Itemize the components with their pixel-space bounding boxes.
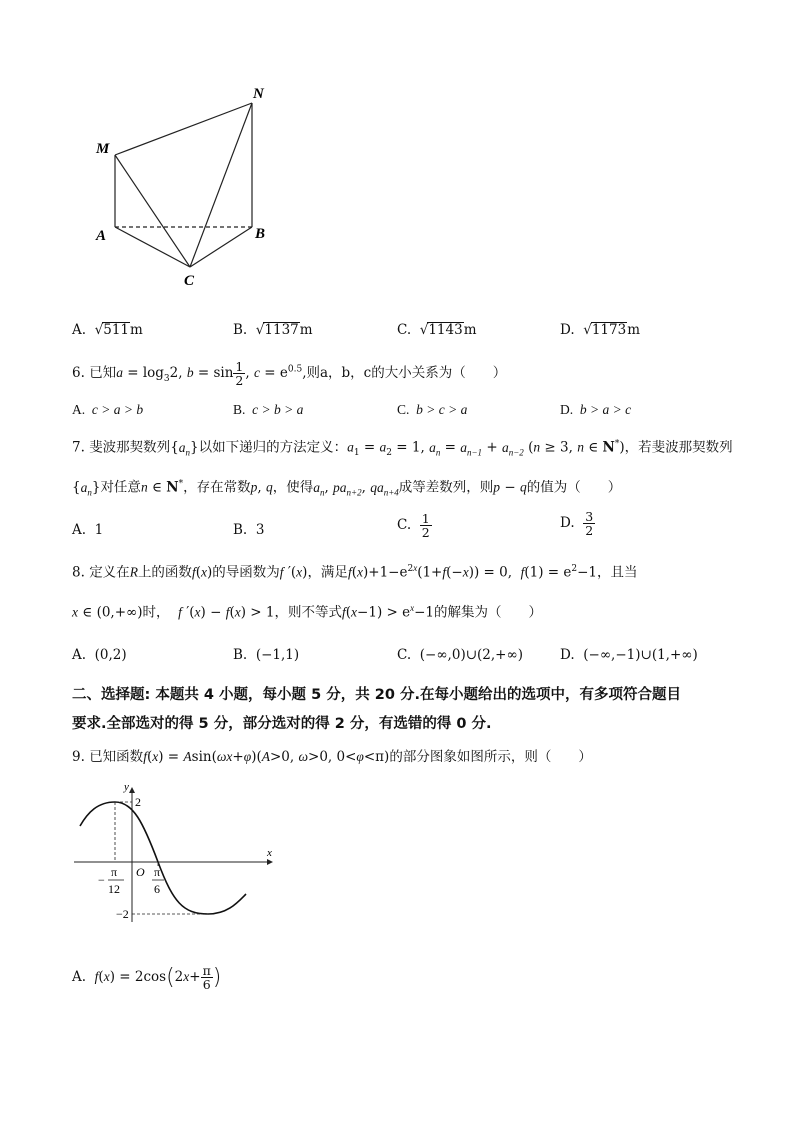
option-text: 3 [255,522,265,538]
q8-text: ，则不等式 [274,604,342,621]
q7-option-b[interactable] [233,522,264,538]
q8-text: 的导函数为 [212,564,280,581]
option-text: c > b > a [252,402,304,417]
option-letter: B. [233,402,246,417]
radicand: 1173 [591,322,627,338]
unit: m [463,322,477,338]
label-A: A [96,228,107,244]
q6-option-b[interactable] [233,402,303,418]
fraction-denominator: 2 [421,525,430,541]
radicand: 511 [103,322,130,338]
q8-text: ，满足 [307,564,348,581]
q7-stem-line1: 7. 斐波那契数列$\{a_n\}$以如下递归的方法定义：$a_1 = a_2 = 1$, $a_n = a_{n-1} + a_{n-2}$ (n ≥ 3, n ∈ N*)，若斐波那契数列 [72,439,733,459]
label-B: B [255,226,266,242]
q9-text: 的部分图象如图所示，则（ ） [389,749,592,765]
x-left-denominator: 12 [108,882,120,896]
q5-option-c[interactable]: C. √1143m [397,322,477,338]
option-letter: C. [397,402,410,417]
label-M: M [96,141,110,157]
q8-option-c[interactable] [397,647,523,663]
q7-text: 成等差数列，则 [398,479,494,496]
q6-stem: 6. 已知$a = \log_32$, b = sin $\frac{1}{2}$ , $c = e^{0.5}$,则a，b，c的大小关系为（ ） [72,359,507,389]
q6-option-d[interactable] [560,402,631,418]
question-number: 9. [72,749,85,765]
q8-option-b[interactable] [233,647,299,663]
option-text: b > c > a [416,402,468,417]
label-C: C [184,273,195,289]
label-N: N [253,86,264,102]
q8-text: 的解集为（ ） [434,604,543,621]
option-letter: D. [560,647,575,663]
section-2-line1: 二、选择题: 本题共 4 小题，每小题 5 分，共 20 分.在每小题给出的选项中，有多项符合题目 [72,687,681,703]
option-letter: A. [72,969,87,986]
y-axis-label: y [124,782,129,793]
q8-stem-line2: x ∈ (0,+∞)时， f ′(x) − f(x) > 1，则不等式$f(x-1) > e^x-1$的解集为（ ） [72,603,543,621]
option-text: b > a > c [579,402,632,417]
option-letter: D. [560,515,575,532]
x-right-denominator: 6 [154,882,160,896]
q7-text: ，使得 [272,479,314,496]
triangle-figure [80,80,280,300]
x-left-sign: − [98,873,105,887]
option-letter: A. [72,402,86,417]
option-letter: C. [397,322,412,338]
q6-lead: 已知 [89,365,117,382]
q9-stem: 9. 已知函数f(x) = Asin(ωx+φ)(A>0, ω>0, 0<φ<π)的部分图象如图所示，则（ ） [72,749,592,765]
q5-option-b[interactable]: B. √1137m [233,322,313,338]
question-number: 6. [72,365,85,382]
unit: m [627,322,640,338]
y-max-label: 2 [135,795,141,809]
q8-text: ，且当 [597,564,638,581]
q8-stem-line1: 8. 定义在R上的函数f(x)的导函数为f ′(x)，满足$f(x)+1-e^{2x}(1+f(-x)) = 0$, $f(1) = e^2-1$，且当 [72,563,638,581]
unit: m [130,322,143,338]
q8-text: 上的函数 [137,564,192,581]
q5-option-d[interactable]: D. √1173m [560,322,640,338]
option-letter: C. [397,517,412,534]
fraction-numerator: 1 [421,511,430,526]
option-text: (−∞,−1)∪(1,+∞) [583,647,698,663]
x-axis-label: x [267,847,272,859]
radicand: 1137 [264,322,299,338]
option-text: (−∞,0)∪(2,+∞) [419,647,523,663]
q7-option-d[interactable] [560,510,595,537]
fraction-numerator: 3 [585,509,594,524]
q7-text: ，存在常数 [183,479,251,496]
y-min-label: −2 [116,907,129,921]
q8-option-d[interactable] [560,647,698,663]
option-letter: B. [233,522,248,538]
q7-option-a[interactable] [72,522,103,538]
q8-option-a[interactable] [72,647,127,663]
q8-text: 时， [142,604,170,621]
option-text: (0,2) [94,647,127,663]
q7-option-c[interactable] [397,512,432,539]
x-right-numerator: π [154,865,161,879]
option-letter: A. [72,522,87,538]
q7-text: 斐波那契数列 [89,439,171,456]
q7-text: 的值为（ ） [526,479,622,496]
q5-option-a[interactable]: A. √511m [72,322,143,338]
q6-option-c[interactable] [397,402,467,418]
x-left-numerator: π [111,865,118,879]
question-number: 8. [72,564,85,581]
fraction-denominator: 2 [585,523,594,539]
q7-text: ，若斐波那契数列 [624,439,733,456]
q8-text: 定义在 [89,564,130,581]
option-letter: B. [233,647,248,663]
option-text: c > a > b [91,402,144,417]
sine-curve [80,802,246,914]
origin-label: O [136,865,145,879]
option-letter: D. [560,322,575,338]
question-number: 7. [72,439,85,456]
q7-stem-line2: $\{a_n\}$对任意n ∈ N*，存在常数p, q，使得$a_n$, $pa_{n+2}$, $qa_{n+4}$成等差数列，则p − q的值为（ ） [72,479,622,498]
q7-text: 对任意 [100,479,141,496]
unit: m [299,322,313,338]
sine-graph [68,782,288,932]
option-letter: D. [560,402,574,417]
option-text: 1 [94,522,104,538]
q9-text: 已知函数 [89,749,144,765]
option-letter: B. [233,322,248,338]
q6-option-a[interactable] [72,402,143,418]
section-2-line2: 要求.全部选对的得 5 分，部分选对的得 2 分，有选错的得 0 分. [72,716,492,732]
option-text: (−1,1) [255,647,300,663]
option-letter: A. [72,647,87,663]
q7-text: 以如下递归的方法定义： [198,439,348,456]
q6-tail: 则a，b，c的大小关系为（ ） [306,365,507,382]
option-letter: C. [397,647,412,663]
option-letter: A. [72,322,87,338]
radicand: 1143 [428,322,463,338]
q9-option-a[interactable]: A. f(x) = 2cos(2x+ $\frac{\pi}{6}$ ) [72,963,222,993]
